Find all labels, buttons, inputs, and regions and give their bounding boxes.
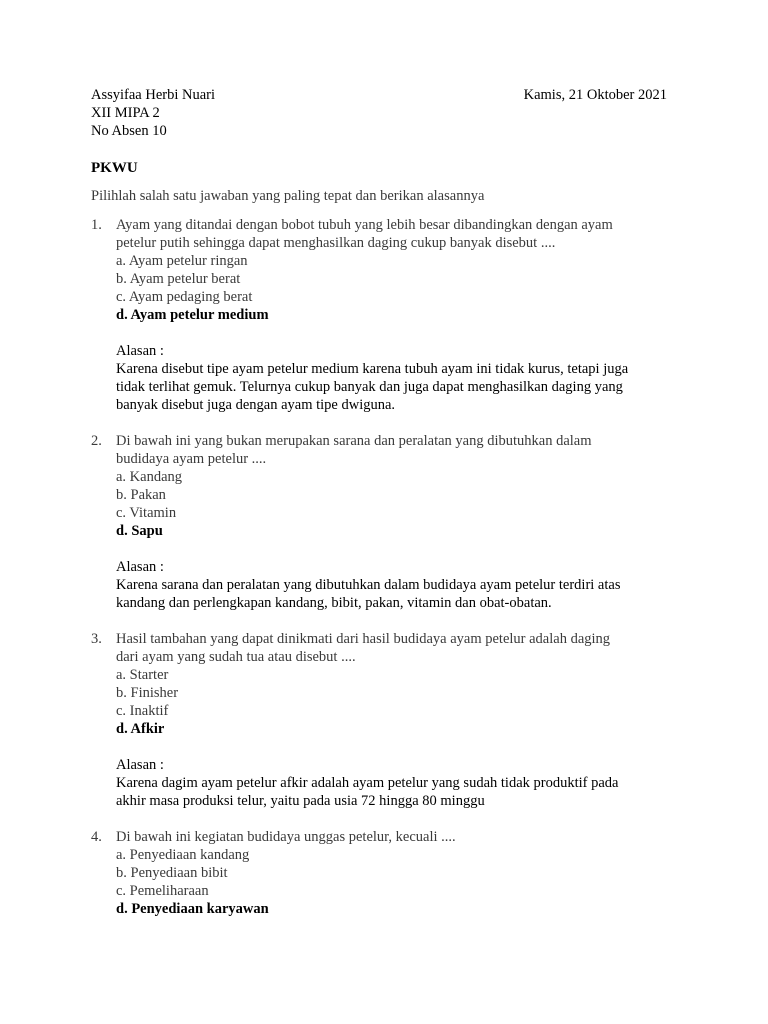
header-row [91, 86, 671, 104]
reason-label: Alasan : [116, 343, 164, 359]
answer-d: d. Penyediaan karyawan [116, 901, 269, 917]
option-c: c. Ayam pedaging berat [116, 289, 253, 305]
reason-line: akhir masa produksi telur, yaitu pada usia 72 hingga 80 minggu [116, 793, 485, 809]
reason-line: Karena disebut tipe ayam petelur medium karena tubuh ayam ini tidak kurus, tetapi juga [116, 361, 629, 377]
question-body [116, 630, 671, 810]
document-page [91, 86, 671, 918]
option-a: a. Kandang [116, 469, 183, 485]
question-3 [91, 630, 671, 810]
reason-line: Karena sarana dan peralatan yang dibutuhkan dalam budidaya ayam petelur terdiri atas [116, 577, 621, 593]
question-body [116, 216, 671, 414]
question-text-line: budidaya ayam petelur .... [116, 451, 267, 467]
answer-d: d. Sapu [116, 523, 163, 539]
option-b: b. Ayam petelur berat [116, 271, 241, 287]
reason-line: kandang dan perlengkapan kandang, bibit, pakan, vitamin dan obat-obatan. [116, 595, 552, 611]
question-text-line: Ayam yang ditandai dengan bobot tubuh yang lebih besar dibandingkan dengan ayam [116, 217, 613, 233]
question-text-line: Di bawah ini yang bukan merupakan sarana dan peralatan yang dibutuhkan dalam [116, 433, 592, 449]
reason-line: Karena dagim ayam petelur afkir adalah ayam petelur yang sudah tidak produktif pada [116, 775, 619, 791]
question-text-line: Hasil tambahan yang dapat dinikmati dari hasil budidaya ayam petelur adalah daging [116, 631, 611, 647]
question-body [116, 828, 671, 918]
answer-d: d. Afkir [116, 721, 165, 737]
option-c: c. Pemeliharaan [116, 883, 209, 899]
option-b: b. Pakan [116, 487, 166, 503]
student-class: XII MIPA 2 [91, 105, 160, 121]
reason-label: Alasan : [116, 757, 164, 773]
student-name: Assyifaa Herbi Nuari [91, 87, 216, 103]
student-absen: No Absen 10 [91, 123, 167, 139]
question-2 [91, 432, 671, 612]
document-title: PKWU [91, 160, 138, 176]
reason-line: tidak terlihat gemuk. Telurnya cukup banyak dan juga dapat menghasilkan daging yang [116, 379, 623, 395]
question-4 [91, 828, 671, 918]
question-number: 3. [91, 631, 102, 647]
option-a: a. Ayam petelur ringan [116, 253, 248, 269]
option-b: b. Penyediaan bibit [116, 865, 228, 881]
answer-d: d. Ayam petelur medium [116, 307, 269, 323]
option-b: b. Finisher [116, 685, 179, 701]
option-c: c. Vitamin [116, 505, 177, 521]
question-body [116, 432, 671, 612]
reason-line: banyak disebut juga dengan ayam tipe dwiguna. [116, 397, 396, 413]
option-a: a. Starter [116, 667, 169, 683]
option-a: a. Penyediaan kandang [116, 847, 250, 863]
question-number: 4. [91, 829, 102, 845]
question-number: 1. [91, 217, 102, 233]
question-text-line: Di bawah ini kegiatan budidaya unggas petelur, kecuali .... [116, 829, 456, 845]
date-text: Kamis, 21 Oktober 2021 [523, 87, 667, 103]
question-text-line: dari ayam yang sudah tua atau disebut .... [116, 649, 356, 665]
question-number: 2. [91, 433, 102, 449]
question-text-line: petelur putih sehingga dapat menghasilkan daging cukup banyak disebut .... [116, 235, 556, 251]
question-1 [91, 216, 671, 414]
instruction-text: Pilihlah salah satu jawaban yang paling tepat dan berikan alasannya [91, 188, 485, 204]
reason-label: Alasan : [116, 559, 164, 575]
option-c: c. Inaktif [116, 703, 169, 719]
